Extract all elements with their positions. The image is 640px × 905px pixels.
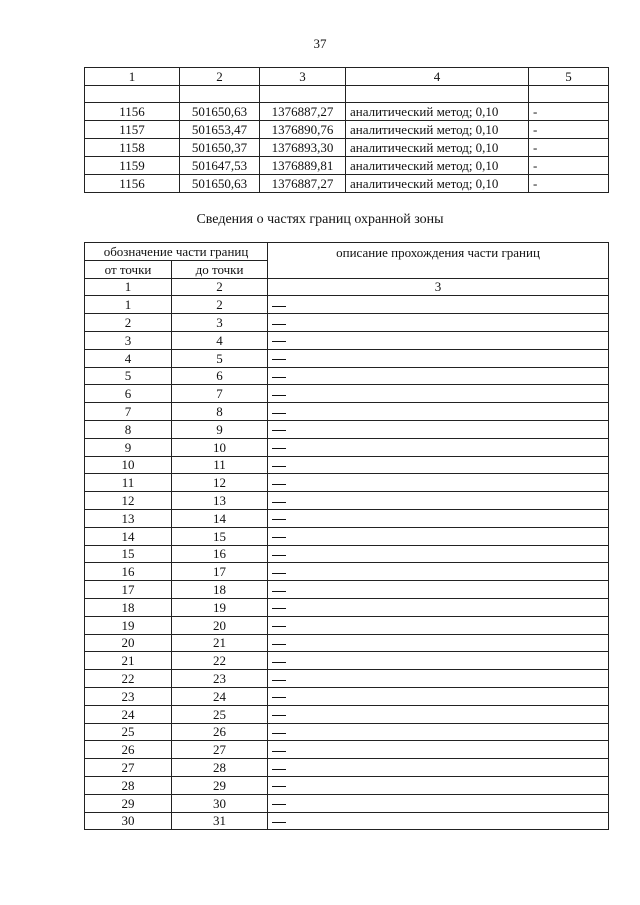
to-point-cell: 10 (172, 438, 268, 456)
table-row (85, 121, 609, 139)
dash-mark (272, 804, 286, 805)
to-point-cell: 31 (172, 812, 268, 830)
to-point-cell: 26 (172, 723, 268, 741)
method-accuracy-cell: аналитический метод; 0,10 (346, 103, 529, 121)
description-cell (268, 687, 609, 705)
to-point-cell: 28 (172, 759, 268, 777)
from-point-cell: 4 (85, 349, 172, 367)
from-point-cell: 24 (85, 705, 172, 723)
description-cell (268, 705, 609, 723)
point-number-cell: 1157 (85, 121, 180, 139)
column-number-row (85, 278, 609, 296)
dash-mark (272, 466, 286, 467)
to-point-cell: 7 (172, 385, 268, 403)
header-boundary-description: описание прохождения части границ (268, 243, 609, 279)
x-coordinate-cell: 501653,47 (180, 121, 260, 139)
to-point-cell: 14 (172, 509, 268, 527)
table-row (85, 776, 609, 794)
from-point-cell: 20 (85, 634, 172, 652)
to-point-cell: 2 (172, 296, 268, 314)
dash-mark (272, 786, 286, 787)
dash-mark (272, 359, 286, 360)
note-cell: - (529, 121, 609, 139)
table-row (85, 705, 609, 723)
from-point-cell: 12 (85, 492, 172, 510)
method-accuracy-cell: аналитический метод; 0,10 (346, 139, 529, 157)
point-number-cell: 1159 (85, 157, 180, 175)
dash-mark (272, 484, 286, 485)
dash-mark (272, 306, 286, 307)
description-cell (268, 581, 609, 599)
table-row (85, 545, 609, 563)
table-row (85, 563, 609, 581)
dash-mark (272, 769, 286, 770)
from-point-cell: 10 (85, 456, 172, 474)
dash-mark (272, 697, 286, 698)
description-cell (268, 527, 609, 545)
y-coordinate-cell: 1376887,27 (260, 175, 346, 193)
table-row (85, 670, 609, 688)
description-cell (268, 794, 609, 812)
note-cell: - (529, 103, 609, 121)
dash-mark (272, 537, 286, 538)
table-row (85, 367, 609, 385)
from-point-cell: 23 (85, 687, 172, 705)
from-point-cell: 25 (85, 723, 172, 741)
empty-cell (529, 86, 609, 103)
description-cell (268, 474, 609, 492)
note-cell: - (529, 175, 609, 193)
to-point-cell: 11 (172, 456, 268, 474)
table-row (85, 812, 609, 830)
dash-mark (272, 751, 286, 752)
to-point-cell: 27 (172, 741, 268, 759)
to-point-cell: 13 (172, 492, 268, 510)
description-cell (268, 741, 609, 759)
empty-row (85, 86, 609, 103)
table-row (85, 349, 609, 367)
dash-mark (272, 662, 286, 663)
from-point-cell: 17 (85, 581, 172, 599)
from-point-cell: 29 (85, 794, 172, 812)
point-number-cell: 1156 (85, 175, 180, 193)
method-accuracy-cell: аналитический метод; 0,10 (346, 121, 529, 139)
header-from-point: от точки (85, 260, 172, 278)
from-point-cell: 8 (85, 420, 172, 438)
dash-mark (272, 430, 286, 431)
empty-cell (260, 86, 346, 103)
boundary-parts-table (84, 242, 609, 830)
table-row (85, 687, 609, 705)
from-point-cell: 28 (85, 776, 172, 794)
from-point-cell: 21 (85, 652, 172, 670)
to-point-cell: 22 (172, 652, 268, 670)
column-number: 4 (346, 68, 529, 86)
method-accuracy-cell: аналитический метод; 0,10 (346, 175, 529, 193)
table-row (85, 103, 609, 121)
description-cell (268, 634, 609, 652)
table-row (85, 616, 609, 634)
description-cell (268, 492, 609, 510)
from-point-cell: 1 (85, 296, 172, 314)
dash-mark (272, 448, 286, 449)
description-cell (268, 652, 609, 670)
description-cell (268, 723, 609, 741)
from-point-cell: 27 (85, 759, 172, 777)
dash-mark (272, 324, 286, 325)
column-number: 3 (260, 68, 346, 86)
description-cell (268, 314, 609, 332)
table-row (85, 759, 609, 777)
x-coordinate-cell: 501647,53 (180, 157, 260, 175)
table-row (85, 527, 609, 545)
dash-mark (272, 608, 286, 609)
note-cell: - (529, 139, 609, 157)
x-coordinate-cell: 501650,63 (180, 175, 260, 193)
to-point-cell: 3 (172, 314, 268, 332)
header-boundary-designation: обозначение части границ (85, 243, 268, 261)
table-row (85, 723, 609, 741)
dash-mark (272, 341, 286, 342)
dash-mark (272, 519, 286, 520)
from-point-cell: 18 (85, 598, 172, 616)
description-cell (268, 456, 609, 474)
coordinates-table (84, 67, 609, 193)
description-cell (268, 759, 609, 777)
table-row (85, 331, 609, 349)
description-cell (268, 545, 609, 563)
description-cell (268, 420, 609, 438)
dash-mark (272, 395, 286, 396)
description-cell (268, 385, 609, 403)
column-number: 1 (85, 278, 172, 296)
table-header-row (85, 243, 609, 261)
to-point-cell: 30 (172, 794, 268, 812)
to-point-cell: 25 (172, 705, 268, 723)
to-point-cell: 4 (172, 331, 268, 349)
description-cell (268, 598, 609, 616)
description-cell (268, 296, 609, 314)
description-cell (268, 349, 609, 367)
table-row (85, 314, 609, 332)
dash-mark (272, 591, 286, 592)
dash-mark (272, 644, 286, 645)
table-row (85, 634, 609, 652)
from-point-cell: 9 (85, 438, 172, 456)
table-row (85, 652, 609, 670)
section-title: Сведения о частях границ охранной зоны (196, 212, 444, 227)
to-point-cell: 8 (172, 403, 268, 421)
dash-mark (272, 377, 286, 378)
from-point-cell: 2 (85, 314, 172, 332)
y-coordinate-cell: 1376889,81 (260, 157, 346, 175)
table-header-row (85, 68, 609, 86)
description-cell (268, 812, 609, 830)
table-row (85, 456, 609, 474)
from-point-cell: 14 (85, 527, 172, 545)
description-cell (268, 509, 609, 527)
y-coordinate-cell: 1376890,76 (260, 121, 346, 139)
dash-mark (272, 502, 286, 503)
table-row (85, 581, 609, 599)
table-row (85, 509, 609, 527)
to-point-cell: 5 (172, 349, 268, 367)
x-coordinate-cell: 501650,63 (180, 103, 260, 121)
dash-mark (272, 680, 286, 681)
description-cell (268, 438, 609, 456)
table-row (85, 741, 609, 759)
empty-cell (180, 86, 260, 103)
to-point-cell: 15 (172, 527, 268, 545)
to-point-cell: 19 (172, 598, 268, 616)
description-cell (268, 367, 609, 385)
y-coordinate-cell: 1376893,30 (260, 139, 346, 157)
from-point-cell: 15 (85, 545, 172, 563)
y-coordinate-cell: 1376887,27 (260, 103, 346, 121)
dash-mark (272, 573, 286, 574)
table-row (85, 492, 609, 510)
to-point-cell: 20 (172, 616, 268, 634)
dash-mark (272, 822, 286, 823)
from-point-cell: 19 (85, 616, 172, 634)
from-point-cell: 6 (85, 385, 172, 403)
from-point-cell: 7 (85, 403, 172, 421)
to-point-cell: 29 (172, 776, 268, 794)
column-number: 1 (85, 68, 180, 86)
from-point-cell: 13 (85, 509, 172, 527)
table-row (85, 598, 609, 616)
dash-mark (272, 733, 286, 734)
table-row (85, 474, 609, 492)
dash-mark (272, 555, 286, 556)
column-number: 2 (172, 278, 268, 296)
from-point-cell: 11 (85, 474, 172, 492)
page-number: 37 (313, 36, 327, 51)
from-point-cell: 3 (85, 331, 172, 349)
to-point-cell: 24 (172, 687, 268, 705)
description-cell (268, 616, 609, 634)
description-cell (268, 563, 609, 581)
table-row (85, 438, 609, 456)
header-to-point: до точки (172, 260, 268, 278)
table-row (85, 385, 609, 403)
dash-mark (272, 413, 286, 414)
to-point-cell: 18 (172, 581, 268, 599)
point-number-cell: 1156 (85, 103, 180, 121)
to-point-cell: 21 (172, 634, 268, 652)
note-cell: - (529, 157, 609, 175)
dash-mark (272, 715, 286, 716)
to-point-cell: 12 (172, 474, 268, 492)
to-point-cell: 6 (172, 367, 268, 385)
table-row (85, 139, 609, 157)
description-cell (268, 403, 609, 421)
method-accuracy-cell: аналитический метод; 0,10 (346, 157, 529, 175)
table-row (85, 420, 609, 438)
to-point-cell: 23 (172, 670, 268, 688)
description-cell (268, 670, 609, 688)
table-row (85, 157, 609, 175)
x-coordinate-cell: 501650,37 (180, 139, 260, 157)
table-row (85, 175, 609, 193)
point-number-cell: 1158 (85, 139, 180, 157)
from-point-cell: 16 (85, 563, 172, 581)
description-cell (268, 776, 609, 794)
column-number: 3 (268, 278, 609, 296)
table-row (85, 403, 609, 421)
to-point-cell: 17 (172, 563, 268, 581)
empty-cell (85, 86, 180, 103)
to-point-cell: 9 (172, 420, 268, 438)
from-point-cell: 22 (85, 670, 172, 688)
from-point-cell: 26 (85, 741, 172, 759)
to-point-cell: 16 (172, 545, 268, 563)
table-row (85, 296, 609, 314)
table-row (85, 794, 609, 812)
dash-mark (272, 626, 286, 627)
empty-cell (346, 86, 529, 103)
column-number: 5 (529, 68, 609, 86)
description-cell (268, 331, 609, 349)
column-number: 2 (180, 68, 260, 86)
from-point-cell: 30 (85, 812, 172, 830)
from-point-cell: 5 (85, 367, 172, 385)
